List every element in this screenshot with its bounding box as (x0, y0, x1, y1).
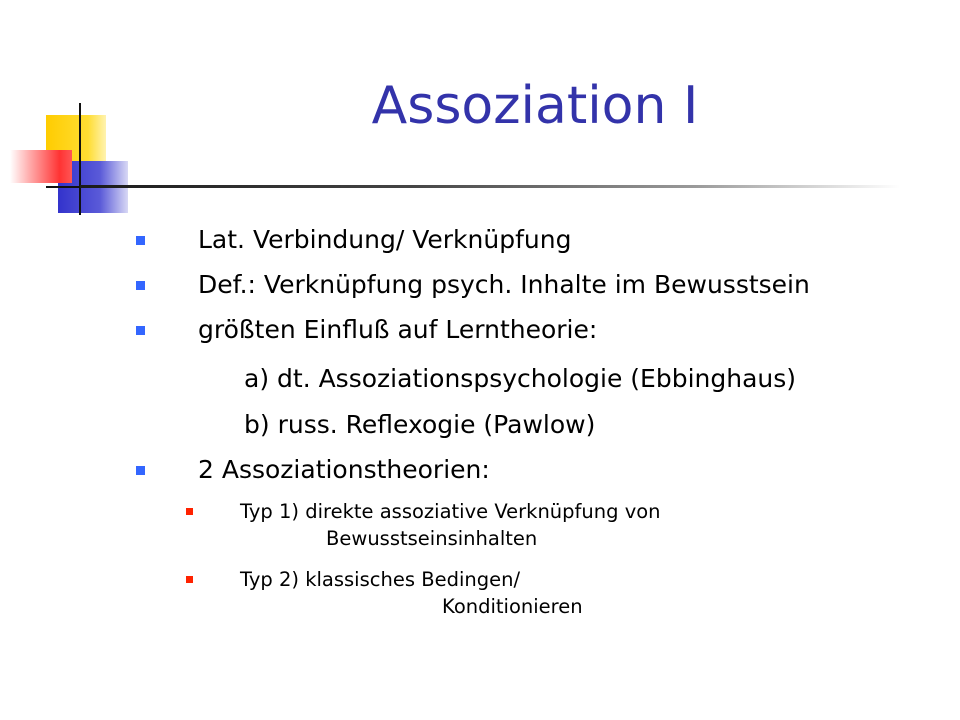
sub-bullet-item (240, 498, 661, 552)
sub-bullet-continuation: Konditionieren (442, 595, 583, 618)
bullet-item (198, 453, 490, 487)
bullet-item (198, 223, 571, 257)
sub-line (244, 362, 796, 396)
bullet-item (198, 313, 597, 347)
bullet-square-icon (136, 281, 145, 290)
bullet-square-icon (136, 466, 145, 475)
bullet-text: Def.: Verknüpfung psych. Inhalte im Bewusstsein (198, 270, 810, 299)
sub-bullet-text: Typ 1) direkte assoziative Verknüpfung von (240, 500, 661, 523)
bullet-item (198, 268, 810, 302)
bullet-square-icon (136, 236, 145, 245)
decorative-squares-logo (10, 95, 140, 220)
sub-bullet-text: Typ 2) klassisches Bedingen/ (240, 568, 521, 591)
bullet-text: Lat. Verbindung/ Verknüpfung (198, 225, 572, 254)
sub-bullet-item (240, 566, 583, 620)
bullet-square-icon (186, 576, 193, 583)
sub-line (244, 408, 595, 442)
bullet-square-icon (186, 508, 193, 515)
sub-line-text: a) dt. Assoziationspsychologie (Ebbinghaus) (244, 364, 797, 393)
sub-bullet-continuation: Bewusstseinsinhalten (326, 527, 538, 550)
sub-line-text: b) russ. Reflexogie (Pawlow) (244, 410, 596, 439)
bullet-text: 2 Assoziationstheorien: (198, 455, 490, 484)
bullet-text: größten Einfluß auf Lerntheorie: (198, 315, 598, 344)
slide-title: Assoziation I (371, 76, 699, 136)
bullet-square-icon (136, 326, 145, 335)
title-underline (80, 185, 900, 188)
